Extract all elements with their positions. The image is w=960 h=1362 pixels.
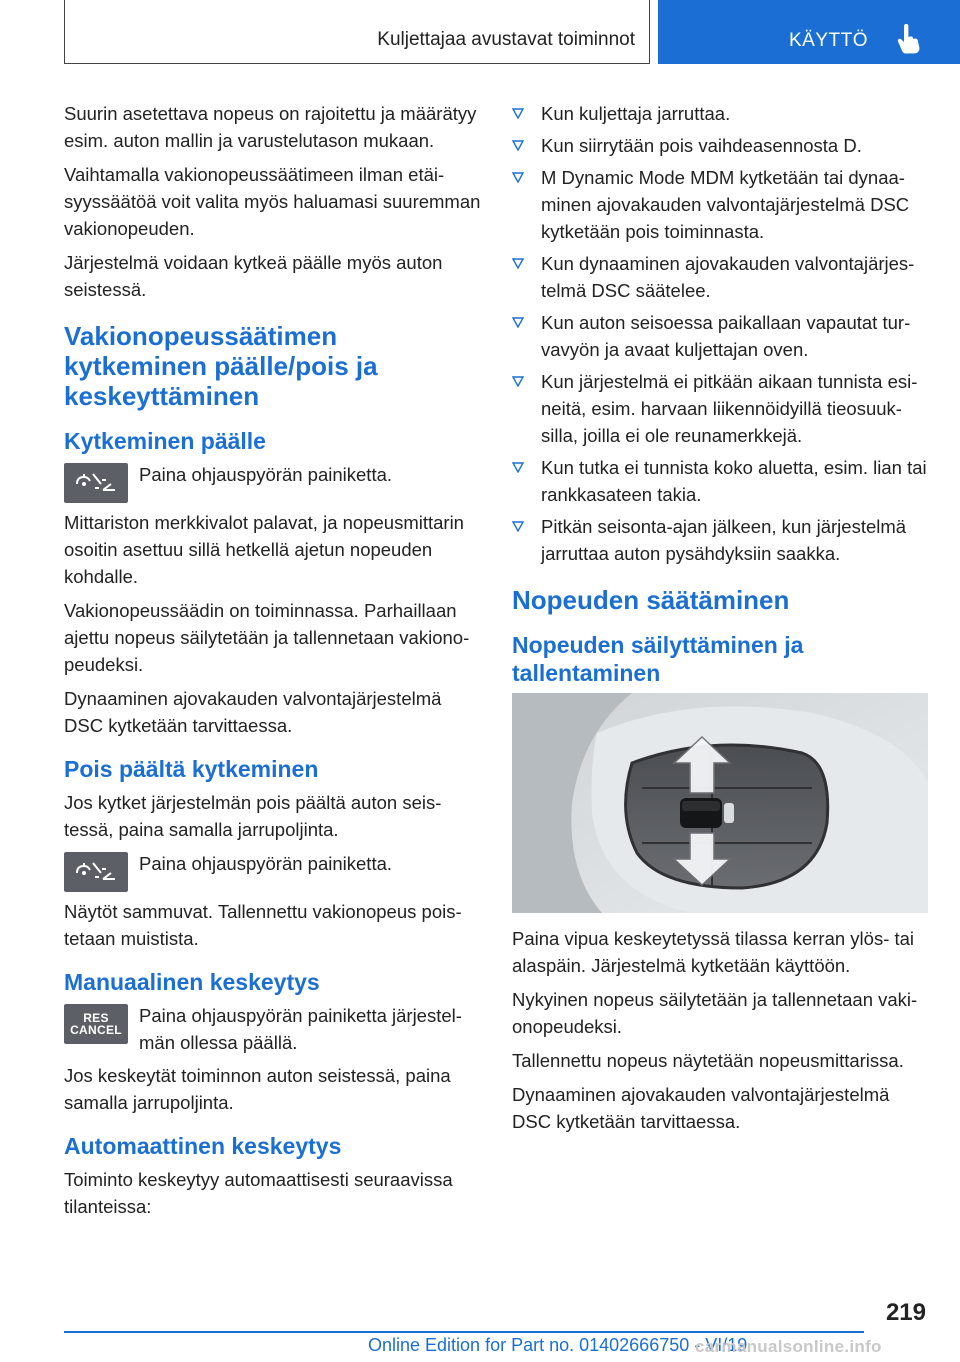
header-box (64, 0, 650, 64)
heading-speed-adjust: Nopeuden säätäminen (512, 585, 790, 615)
switch-off-brake-paragraph: Jos kytket järjestelmän pois päältä auton seistessä, paina samalla jarrupoljinta. (64, 792, 442, 840)
list-item (512, 513, 930, 567)
manual-brake-paragraph: Jos keskeytät toiminnon auton seistessä, paina samalla jarrupoljinta. (64, 1065, 451, 1113)
list-item-text: Kun auton seisoessa paikallaan vapautat turvavyön ja avaat kuljettajan oven. (541, 312, 911, 360)
list-item-text: M Dynamic Mode MDM kytketään tai dynaaminen ajovakauden valvontajärjestelmä DSC kytketään pois toiminnasta. (541, 167, 910, 242)
res-label: RES (83, 1011, 109, 1025)
without-distance-control-paragraph: Vaihtamalla vakionopeussäätimeen ilman etäisyyssäätöä voit valita myös haluamasi suuremman vakionopeuden. (64, 164, 481, 239)
list-item-text: Kun siirrytään pois vaihdeasennosta D. (541, 135, 862, 156)
footer-rule (64, 1331, 864, 1333)
list-item-text: Pitkän seisonta-ajan jälkeen, kun järjestelmä jarruttaa auton pysähdyksiin saakka. (541, 516, 907, 564)
edition-line: Online Edition for Part no. 01402666750 - VI/19 (368, 1335, 748, 1355)
page-number: 219 (885, 1299, 926, 1326)
chapter-tab[interactable] (658, 0, 960, 64)
heading-speed-store: Nopeuden säilyttäminen ja tallentaminen (512, 632, 804, 686)
list-item-text: Kun tutka ei tunnista koko aluetta, esim. lian tai rankkasateen takia. (541, 457, 927, 505)
list-item-text: Kun järjestelmä ei pitkään aikaan tunnista esineitä, esim. harvaan liikennöidyillä tieosuuksilla, joilla ei ole reunamerkkejä. (541, 371, 918, 446)
automatic-interrupt-paragraph: Toiminto keskeytyy automaattisesti seuraavissa tilanteissa: (64, 1169, 453, 1217)
list-item (512, 100, 930, 127)
heading-manual-interrupt: Manuaalinen keskeytys (64, 969, 320, 995)
triangle-bullet-icon (512, 108, 524, 119)
triangle-bullet-icon (512, 317, 524, 328)
chapter-tab-label: KÄYTTÖ (789, 30, 869, 51)
section-title: Kuljettajaa avustavat toiminnot (377, 29, 635, 50)
res-cancel-button-icon (64, 1004, 128, 1044)
triangle-bullet-icon (512, 172, 524, 183)
interrupt-conditions-list (512, 100, 930, 567)
switch-on-instruction-text: Paina ohjauspyörän painiketta. (139, 464, 393, 485)
indicator-lights-paragraph: Mittariston merkkivalot palavat, ja nopeusmittarin osoitin asettuu sillä hetkellä ajetun nopeuden kohdalle. (64, 512, 464, 587)
triangle-bullet-icon (512, 376, 524, 387)
triangle-bullet-icon (512, 462, 524, 473)
displays-off-paragraph: Näytöt sammuvat. Tallennettu vakionopeus poistetaan muistista. (64, 901, 462, 949)
list-item-text: Kun dynaaminen ajovakauden valvontajärjestelmä DSC säätelee. (541, 253, 915, 301)
max-speed-paragraph: Suurin asetettava nopeus on rajoitettu ja määrätyy esim. auton mallin ja varustelutason mukaan. (64, 103, 477, 151)
section-heading-on-off: Vakionopeussäätimen kytkeminen päälle/pois ja keskeyttäminen (64, 321, 378, 411)
speedometer-paragraph: Tallennettu nopeus näytetään nopeusmittarissa. (512, 1050, 904, 1071)
watermark: carmanualsonline.info (695, 1337, 882, 1356)
cancel-label: CANCEL (70, 1023, 122, 1037)
steering-wheel-rocker-switch-image (512, 693, 928, 913)
triangle-bullet-icon (512, 140, 524, 151)
switch-off-instruction (64, 850, 484, 892)
manual-interrupt-instruction-text: Paina ohjauspyörän painiketta järjestelmän ollessa päällä. (139, 1005, 462, 1053)
triangle-bullet-icon (512, 521, 524, 532)
list-item (512, 454, 930, 508)
dsc-paragraph: Dynaaminen ajovakauden valvontajärjestelmä DSC kytketään tarvittaessa. (64, 688, 442, 736)
press-lever-paragraph: Paina vipua keskeytetyssä tilassa kerran ylös- tai alaspäin. Järjestelmä kytketään käyttöön. (512, 928, 915, 976)
list-item (512, 132, 930, 159)
right-column (512, 100, 930, 1142)
switch-on-instruction (64, 461, 484, 503)
active-paragraph: Vakionopeussäädin on toiminnassa. Parhaillaan ajettu nopeus säilytetään ja tallennetaan vakionopeudeksi. (64, 600, 470, 675)
dsc-right-paragraph: Dynaaminen ajovakauden valvontajärjestelmä DSC kytketään tarvittaessa. (512, 1084, 890, 1132)
heading-switch-off: Pois päältä kytkeminen (64, 756, 319, 782)
heading-automatic-interrupt: Automaattinen keskeytys (64, 1133, 342, 1159)
hand-pointer-icon (895, 24, 921, 54)
heading-switch-on: Kytkeminen päälle (64, 428, 266, 454)
list-item (512, 250, 930, 304)
list-item (512, 309, 930, 363)
cruise-control-button-icon (64, 463, 128, 503)
standstill-paragraph: Järjestelmä voidaan kytkeä päälle myös auton seistessä. (64, 252, 443, 300)
list-item (512, 164, 930, 245)
current-speed-paragraph: Nykyinen nopeus säilytetään ja tallennetaan vakionopeudeksi. (512, 989, 918, 1037)
manual-interrupt-instruction (64, 1002, 484, 1056)
triangle-bullet-icon (512, 258, 524, 269)
switch-off-instruction-text: Paina ohjauspyörän painiketta. (139, 853, 393, 874)
cruise-control-button-icon (64, 852, 128, 892)
list-item-text: Kun kuljettaja jarruttaa. (541, 103, 731, 124)
left-column (64, 100, 484, 1227)
list-item (512, 368, 930, 449)
